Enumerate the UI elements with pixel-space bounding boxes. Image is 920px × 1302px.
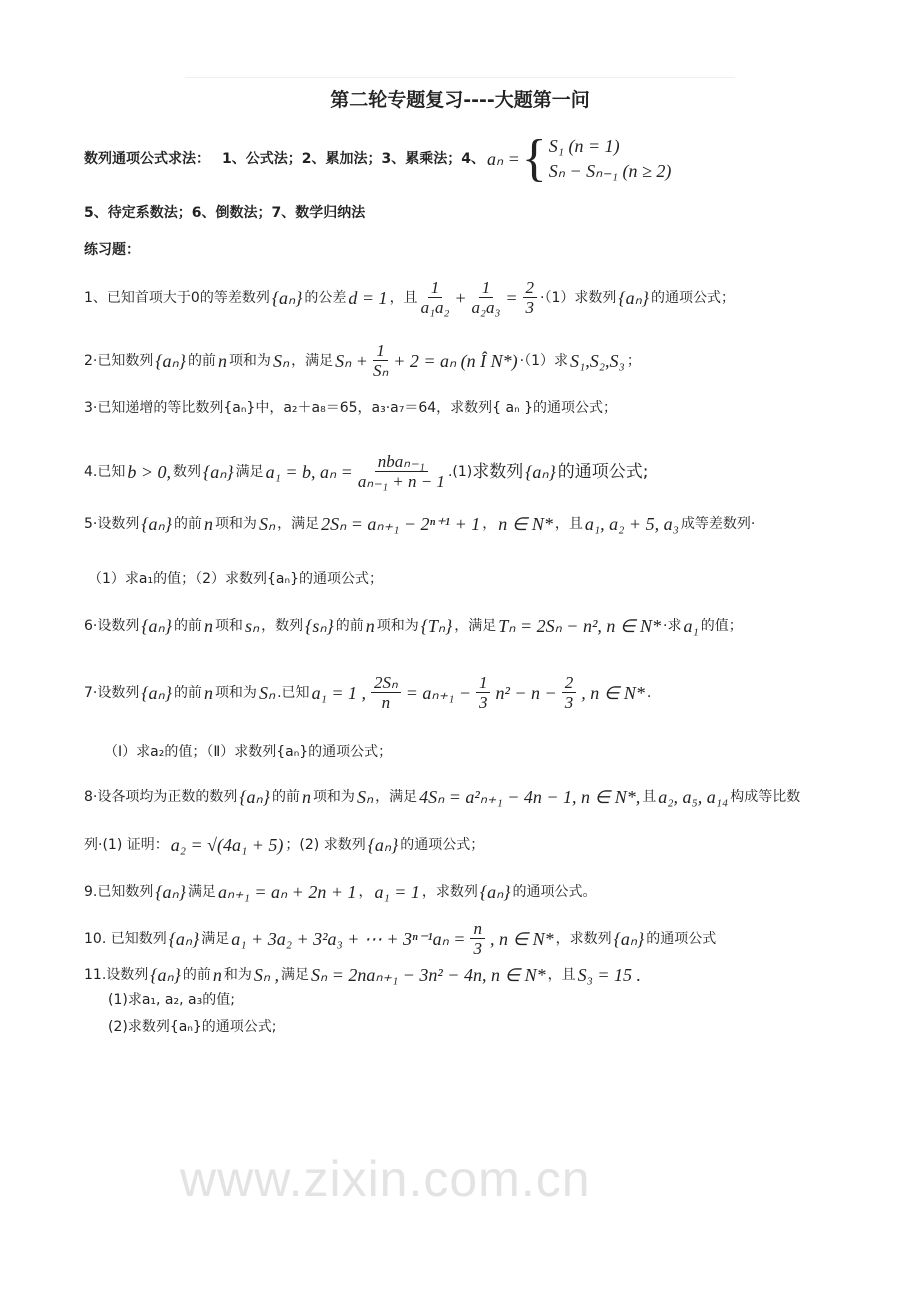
text: 5·设数列	[84, 516, 140, 532]
denominator: 3	[473, 939, 482, 958]
text: 满足	[187, 884, 216, 900]
header-rule	[185, 77, 735, 78]
text: 满足	[281, 967, 310, 983]
math: {aₙ}	[239, 787, 270, 807]
text: 的前	[271, 789, 300, 805]
math: Sₙ	[272, 350, 290, 371]
math: a₁, a₂ + 5, a₃	[584, 514, 679, 534]
math: 2Sₙ = aₙ₊₁ − 2ⁿ⁺¹ + 1	[321, 514, 481, 534]
denominator: 3	[478, 693, 488, 712]
text: 6·设数列	[84, 618, 140, 634]
text: 的前	[173, 684, 202, 701]
text: 的前	[182, 967, 211, 983]
problem-4	[84, 452, 880, 491]
math: a₁ = 1 ,	[311, 682, 366, 703]
problem-1	[84, 278, 880, 317]
problem-3: 3·已知递增的等比数列{aₙ}中，a₂＋a₈＝65，a₃·a₇＝64，求数列{ aₙ }的通项公式；	[84, 400, 618, 416]
text: 成等差数列·	[680, 516, 756, 532]
math: S₃ = 15 .	[577, 965, 642, 985]
text: 满足	[201, 930, 230, 947]
math: {aₙ}	[479, 882, 511, 902]
text: 项和为	[214, 684, 257, 701]
math: Sₙ	[258, 514, 276, 534]
piecewise-formula	[521, 130, 672, 187]
math: = aₙ₊₁ −	[405, 682, 471, 703]
left-brace: {	[521, 130, 547, 187]
numerator: 2	[562, 673, 577, 693]
math: a₁ = b, aₙ =	[265, 461, 353, 482]
math: Sₙ = 2naₙ₊₁ − 3n² − 4n, n ∈ N*	[311, 965, 546, 985]
fraction	[523, 278, 538, 317]
math: Sₙ +	[335, 350, 368, 371]
math: n	[212, 965, 222, 985]
math: a₁ + 3a₂ + 3²a₃ + ⋯ + 3ⁿ⁻¹aₙ =	[231, 928, 466, 949]
text: ，且	[547, 967, 576, 983]
formula-lhs: aₙ =	[486, 149, 520, 169]
text: 项和为	[376, 618, 419, 634]
text: 的值；	[700, 618, 743, 634]
math: Sₙ	[258, 682, 276, 703]
fraction	[358, 452, 445, 491]
math: a₂ = √(4a₁ + 5)	[170, 835, 284, 855]
fraction	[470, 919, 485, 958]
text: 项和	[214, 618, 243, 634]
text: 列·(1) 证明：	[84, 837, 169, 853]
math: {aₙ}	[141, 514, 172, 534]
math: a₁ = 1	[374, 882, 420, 902]
math: {aₙ}	[613, 928, 645, 949]
math: =	[505, 287, 518, 308]
text: 8·设各项均为正数的数列	[84, 789, 238, 805]
text: 的通项公式。	[512, 884, 597, 900]
denominator: n	[381, 693, 391, 712]
math: b > 0,	[127, 461, 172, 482]
fraction	[472, 278, 501, 317]
text: ·（1）求数列	[540, 289, 617, 306]
problem-7	[84, 673, 880, 712]
numerator: 2Sₙ	[371, 673, 401, 693]
math: aₙ₊₁ = aₙ + 2n + 1	[217, 882, 357, 902]
math: Sₙ	[356, 787, 374, 807]
math: {aₙ}	[271, 287, 303, 308]
text: 的通项公式；	[650, 289, 735, 306]
denominator: 3	[564, 693, 574, 712]
text: ，满足	[454, 618, 497, 634]
text: 1、已知首项大于0的等差数列	[84, 289, 270, 306]
fraction	[421, 278, 450, 317]
text: ·求	[663, 618, 682, 634]
text: ，且	[554, 516, 583, 532]
math: n² − n −	[495, 682, 557, 703]
methods-label: 数列通项公式求法：	[84, 151, 210, 167]
text: .(1)	[447, 463, 473, 480]
math: {aₙ}	[367, 835, 399, 855]
text: 的通项公式	[646, 930, 717, 947]
methods-list: 1、公式法；2、累加法；3、累乘法；4、	[222, 151, 485, 167]
denominator: 3	[525, 298, 535, 317]
problem-11-sub-2: (2)求数列{aₙ}的通项公式;	[108, 1019, 277, 1035]
text: 11.设数列	[84, 967, 149, 983]
math: {aₙ}	[155, 882, 186, 902]
math: n	[203, 682, 213, 703]
numerator: 1	[373, 341, 388, 361]
text: 和为	[223, 967, 252, 983]
numerator: 1	[428, 278, 443, 298]
text: 7·设数列	[84, 684, 140, 701]
problem-8-continued	[84, 834, 880, 856]
denominator: aₙ₋₁ + n − 1	[357, 472, 445, 491]
text: ，满足	[375, 789, 418, 805]
text: 的前	[173, 516, 202, 532]
numerator: n	[470, 919, 485, 939]
text: 满足	[235, 463, 264, 480]
problem-7-subquestions: （Ⅰ）求a₂的值；（Ⅱ）求数列{aₙ}的通项公式；	[104, 744, 393, 760]
text: 的前	[335, 618, 364, 634]
denominator: Sₙ	[372, 361, 389, 380]
math: n ∈ N*	[498, 514, 553, 534]
text: 的通项公式;	[557, 461, 649, 482]
text: 的公差	[304, 289, 347, 306]
math: , n ∈ N*	[581, 682, 645, 703]
text: ，且	[389, 289, 418, 306]
problem-6	[84, 615, 880, 637]
numerator: 1	[476, 673, 491, 693]
math: 4Sₙ = a²ₙ₊₁ − 4n − 1, n ∈ N*,	[419, 787, 641, 807]
problem-8	[84, 786, 880, 808]
math: {aₙ}	[525, 461, 556, 482]
problem-5-subquestions: （1）求a₁的值；（2）求数列{aₙ}的通项公式；	[88, 571, 383, 587]
math: {aₙ}	[203, 461, 234, 482]
text: 构成等比数	[730, 789, 801, 805]
text: 项和为	[228, 352, 271, 369]
text: 且	[642, 789, 657, 805]
text: ，满足	[277, 516, 320, 532]
methods-line	[84, 130, 880, 187]
text: 的前	[187, 352, 216, 369]
text: 的前	[173, 618, 202, 634]
page-title: 第二轮专题复习----大题第一问	[330, 89, 590, 111]
text: ；	[626, 352, 641, 369]
math: {aₙ}	[150, 965, 181, 985]
math: d = 1	[348, 287, 388, 308]
math: , n ∈ N*	[489, 928, 554, 949]
math: n	[217, 350, 227, 371]
problem-5	[84, 513, 880, 535]
text: 项和为	[312, 789, 355, 805]
math: n	[365, 616, 375, 636]
math: {aₙ}	[618, 287, 649, 308]
exercise-label: 练习题：	[84, 242, 140, 258]
text: ，满足	[291, 352, 334, 369]
text: ·（1）求	[519, 352, 569, 369]
case-1: S₁ (n = 1)	[548, 136, 620, 156]
problem-9	[84, 881, 880, 903]
text: ，	[358, 884, 373, 900]
text: .已知	[277, 684, 310, 701]
methods-line-2: 5、待定系数法；6、倒数法；7、数学归纳法	[84, 205, 366, 221]
math: {aₙ}	[168, 928, 200, 949]
math: n	[203, 616, 213, 636]
text: .	[646, 684, 652, 701]
math: {Tₙ}	[420, 616, 453, 636]
math: sₙ	[244, 616, 260, 636]
text: 9.已知数列	[84, 884, 154, 900]
math: Tₙ = 2Sₙ − n², n ∈ N*	[498, 616, 662, 636]
text: ，数列	[261, 618, 304, 634]
denominator: a₂a₃	[471, 298, 501, 317]
math: {aₙ}	[141, 616, 172, 636]
math: {aₙ}	[155, 350, 186, 371]
math: +	[454, 287, 467, 308]
math: n	[203, 514, 213, 534]
problem-11	[84, 964, 880, 986]
text: 数列	[173, 463, 202, 480]
text: ；(2) 求数列	[285, 837, 366, 853]
math: Sₙ ,	[253, 965, 280, 985]
fraction	[562, 673, 577, 712]
case-2: Sₙ − Sₙ₋₁ (n ≥ 2)	[548, 161, 672, 181]
fraction	[371, 673, 401, 712]
text: 的通项公式；	[400, 837, 485, 853]
text: ，求数列	[421, 884, 478, 900]
text: 4.已知	[84, 463, 126, 480]
text: 2·已知数列	[84, 352, 154, 369]
fraction	[373, 341, 388, 380]
text: 10. 已知数列	[84, 930, 167, 947]
math: S₁,S₂,S₃	[570, 350, 625, 371]
denominator: a₁a₂	[420, 298, 450, 317]
math: a₂, a₅, a₁₄	[658, 787, 729, 807]
text: ，求数列	[555, 930, 612, 947]
text: 项和为	[214, 516, 257, 532]
problem-11-sub-1: (1)求a₁, a₂, a₃的值;	[108, 992, 235, 1008]
numerator: nbaₙ₋₁	[375, 452, 428, 472]
text: ，	[482, 516, 497, 532]
fraction	[476, 673, 491, 712]
math: n	[301, 787, 311, 807]
math: {aₙ}	[141, 682, 172, 703]
math: a₁	[683, 616, 699, 636]
math: {sₙ}	[305, 616, 334, 636]
numerator: 1	[479, 278, 494, 298]
problem-10	[84, 919, 880, 958]
problem-2	[84, 341, 880, 380]
numerator: 2	[523, 278, 538, 298]
math: + 2 = aₙ (n Î N*)	[393, 350, 518, 371]
watermark: www.zixin.com.cn	[180, 1151, 591, 1207]
text: 求数列	[472, 461, 524, 482]
